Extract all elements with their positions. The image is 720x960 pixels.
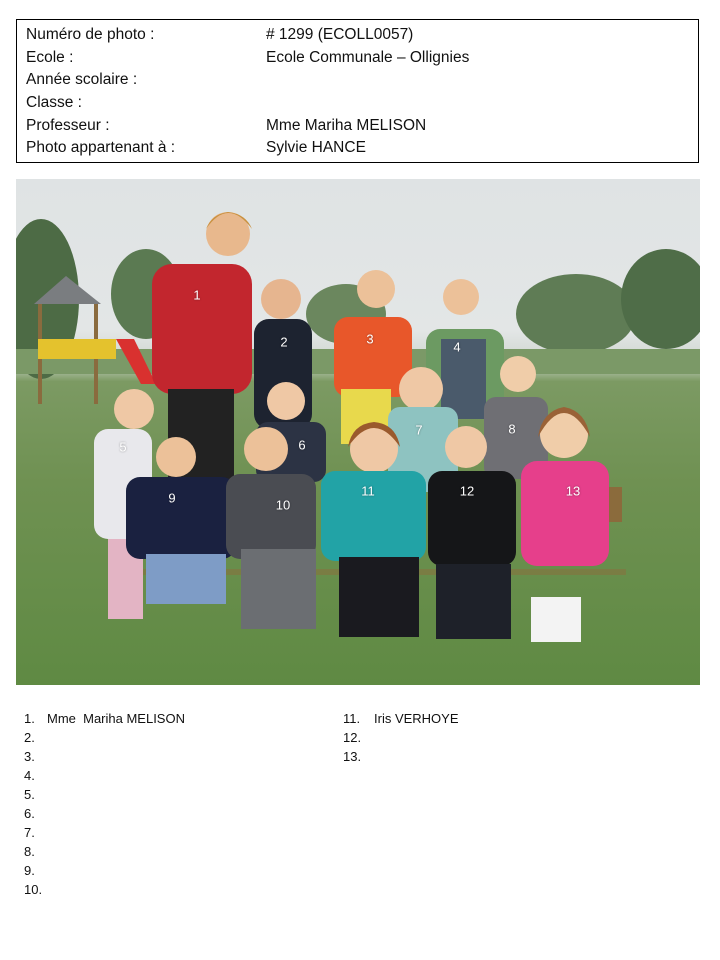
legend-number: 7.	[24, 825, 35, 840]
info-row-school-year	[26, 69, 689, 92]
info-row-class	[26, 92, 689, 115]
info-row-photo-number	[26, 24, 689, 47]
legend-item	[24, 785, 185, 804]
legend-number: 1.	[24, 711, 35, 726]
legend-number: 5.	[24, 787, 35, 802]
photo-label: 10	[275, 497, 291, 513]
legend-number: 12.	[343, 730, 362, 745]
legend-number: 13.	[343, 749, 362, 764]
legend-number: 8.	[24, 844, 35, 859]
photo-label: 11	[361, 483, 375, 499]
photo-label: 7	[415, 422, 423, 438]
photo-label: 5	[119, 439, 127, 455]
legend-item	[24, 728, 185, 747]
info-label: Professeur :	[26, 116, 110, 134]
legend-item	[24, 747, 185, 766]
legend-item	[24, 823, 185, 842]
legend-item	[24, 861, 185, 880]
legend-item	[24, 766, 185, 785]
legend-item	[343, 747, 459, 766]
name-legend-left	[24, 709, 185, 899]
info-label: Ecole :	[26, 48, 74, 66]
info-value: # 1299 (ECOLL0057)	[266, 26, 414, 44]
info-row-teacher	[26, 114, 689, 137]
info-label: Classe :	[26, 94, 82, 112]
class-photo	[16, 179, 700, 685]
photo-label: 13	[565, 483, 581, 499]
legend-number: 6.	[24, 806, 35, 821]
name-legend-right	[343, 709, 459, 766]
class-photo-illustration	[16, 179, 700, 685]
legend-item	[343, 728, 459, 747]
legend-item	[24, 804, 185, 823]
legend-name: Mme Mariha MELISON	[47, 711, 185, 726]
info-value: Ecole Communale – Ollignies	[266, 48, 470, 66]
legend-number: 2.	[24, 730, 35, 745]
legend-number: 10.	[24, 882, 43, 897]
legend-name: Iris VERHOYE	[374, 711, 459, 726]
info-label: Année scolaire :	[26, 71, 138, 89]
photo-label: 6	[298, 437, 306, 453]
legend-number: 9.	[24, 863, 35, 878]
photo-info-box	[16, 19, 699, 163]
photo-label: 12	[459, 483, 475, 499]
photo-label: 3	[366, 331, 374, 347]
legend-number: 11.	[343, 711, 361, 726]
photo-label: 8	[508, 421, 516, 437]
legend-item	[24, 880, 185, 899]
photo-label: 1	[193, 287, 201, 303]
people	[94, 212, 609, 642]
info-row-school	[26, 47, 689, 70]
info-value: Sylvie HANCE	[266, 139, 366, 157]
info-row-owner	[26, 137, 689, 160]
info-label: Photo appartenant à :	[26, 139, 176, 157]
legend-item	[343, 709, 459, 728]
info-value: Mme Mariha MELISON	[266, 116, 427, 134]
photo-label: 2	[280, 334, 288, 350]
legend-item	[24, 709, 185, 728]
photo-label: 4	[453, 339, 461, 355]
info-label: Numéro de photo :	[26, 26, 155, 44]
legend-number: 4.	[24, 768, 35, 783]
legend-number: 3.	[24, 749, 35, 764]
photo-label: 9	[168, 490, 176, 506]
legend-item	[24, 842, 185, 861]
